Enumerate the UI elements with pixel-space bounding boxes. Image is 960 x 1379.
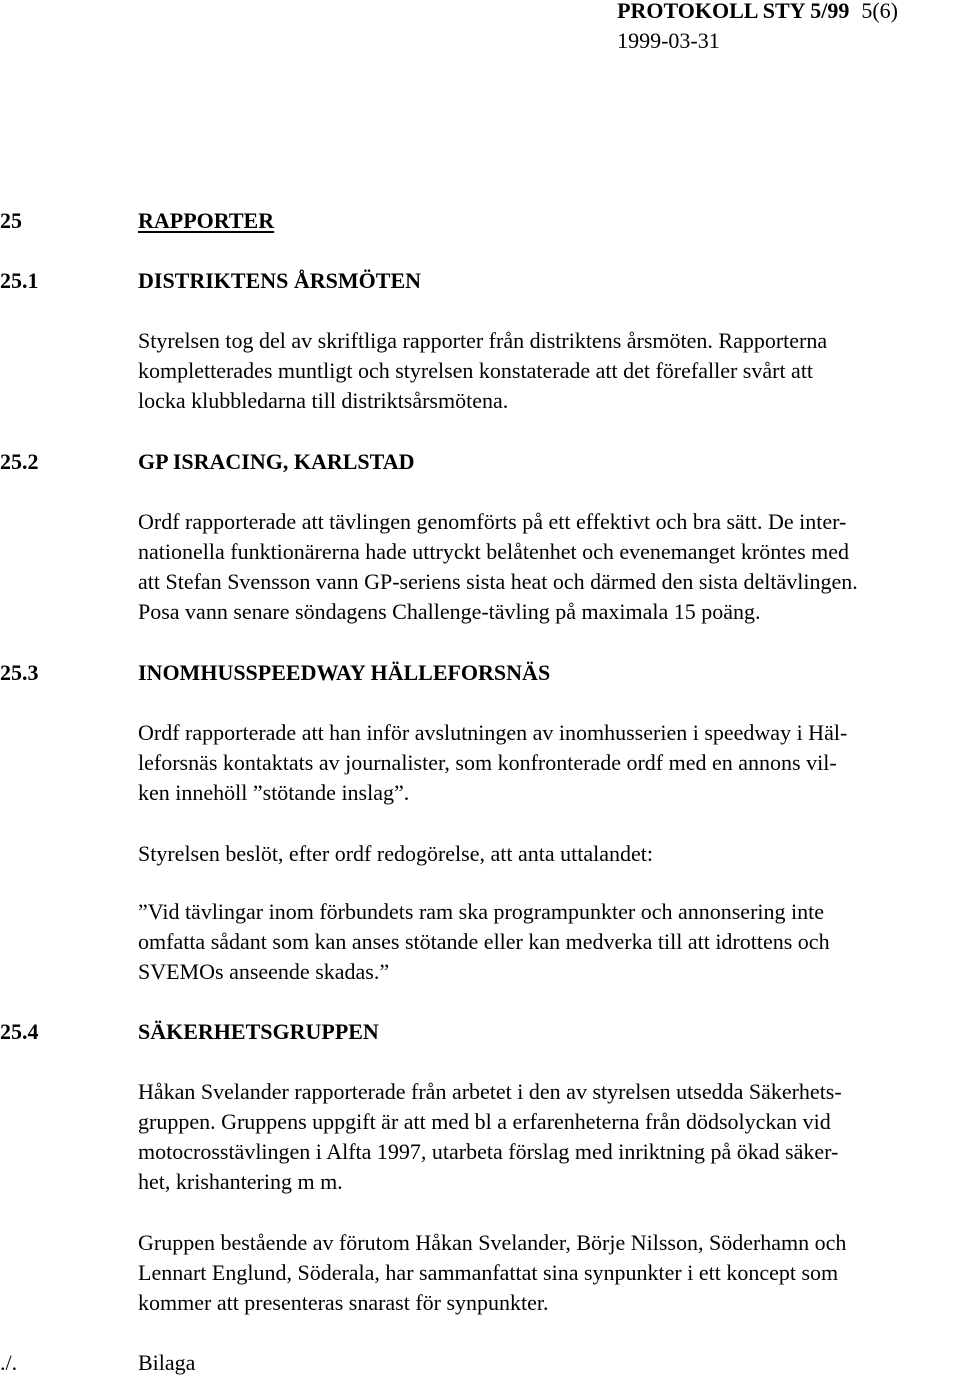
paragraph-line: Håkan Svelander rapporterade från arbetet i den av styrelsen utsedda Säkerhets- [138,1079,842,1104]
paragraph-line: kompletterades muntligt och styrelsen konstaterade att det förefaller svårt att [138,358,814,383]
paragraph-line: ken innehöll ”stötande inslag”. [138,780,410,805]
paragraph-line: Styrelsen tog del av skriftliga rapporter från distriktens årsmöten. Rapporterna [138,328,828,353]
paragraph-line: gruppen. Gruppens uppgift är att med bl a erfarenheterna från dödsolyckan vid [138,1109,831,1134]
protocol-date: 1999-03-31 [617,28,720,53]
paragraph-line: motocrosstävlingen i Alfta 1997, utarbeta förslag med inriktning på ökad säker- [138,1139,839,1164]
section-title: DISTRIKTENS ÅRSMÖTEN [138,268,422,293]
paragraph-line: kommer att presenteras snarast för synpunkter. [138,1290,549,1315]
paragraph-25-2 [138,507,952,627]
paragraph-line: locka klubbledarna till distriktsårsmötena. [138,388,509,413]
paragraph-line: leforsnäs kontaktats av journalister, som konfronterade ordf med en annons vil- [138,750,837,775]
paragraph-25-3-b [138,839,952,869]
paragraph-25-3-a [138,718,952,808]
section-number: 25 [0,208,22,233]
attachment-label: Bilaga [138,1350,196,1375]
protocol-title: PROTOKOLL STY 5/99 [617,0,850,23]
paragraph-line: Ordf rapporterade att han inför avslutningen av inomhusserien i speedway i Häl- [138,720,848,745]
section-number: 25.4 [0,1019,39,1044]
paragraph-25-4-a [138,1077,952,1197]
paragraph-line: ”Vid tävlingar inom förbundets ram ska programpunkter och annonsering inte [138,899,824,924]
paragraph-line: Styrelsen beslöt, efter ordf redogörelse, att anta uttalandet: [138,841,653,866]
page-number: 5(6) [861,0,898,23]
paragraph-line: SVEMOs anseende skadas.” [138,959,390,984]
paragraph-line: nationella funktionärerna hade uttryckt belåtenhet och evenemanget kröntes med [138,539,850,564]
paragraph-line: het, krishantering m m. [138,1169,343,1194]
section-title: INOMHUSSPEEDWAY HÄLLEFORSNÄS [138,660,551,685]
quoted-statement [138,897,952,987]
section-title: GP ISRACING, KARLSTAD [138,449,415,474]
document-header [617,0,898,56]
paragraph-line: att Stefan Svensson vann GP-seriens sista heat och därmed den sista deltävlingen. [138,569,858,594]
paragraph-line: Lennart Englund, Söderala, har sammanfattat sina synpunkter i ett koncept som [138,1260,839,1285]
section-title: SÄKERHETSGRUPPEN [138,1019,379,1044]
paragraph-line: Posa vann senare söndagens Challenge-tävling på maximala 15 poäng. [138,599,761,624]
paragraph-line: Gruppen bestående av förutom Håkan Svelander, Börje Nilsson, Söderhamn och [138,1230,847,1255]
section-number: 25.2 [0,449,39,474]
paragraph-line: omfatta sådant som kan anses stötande eller kan medverka till att idrottens och [138,929,830,954]
section-title: RAPPORTER [138,208,275,233]
section-number: 25.1 [0,268,39,293]
section-number: 25.3 [0,660,39,685]
header-title-line [617,0,898,26]
paragraph-25-4-b [138,1228,952,1318]
continuation-mark: ./. [0,1350,18,1375]
paragraph-25-1 [138,326,952,416]
paragraph-line: Ordf rapporterade att tävlingen genomförts på ett effektivt och bra sätt. De inter- [138,509,847,534]
